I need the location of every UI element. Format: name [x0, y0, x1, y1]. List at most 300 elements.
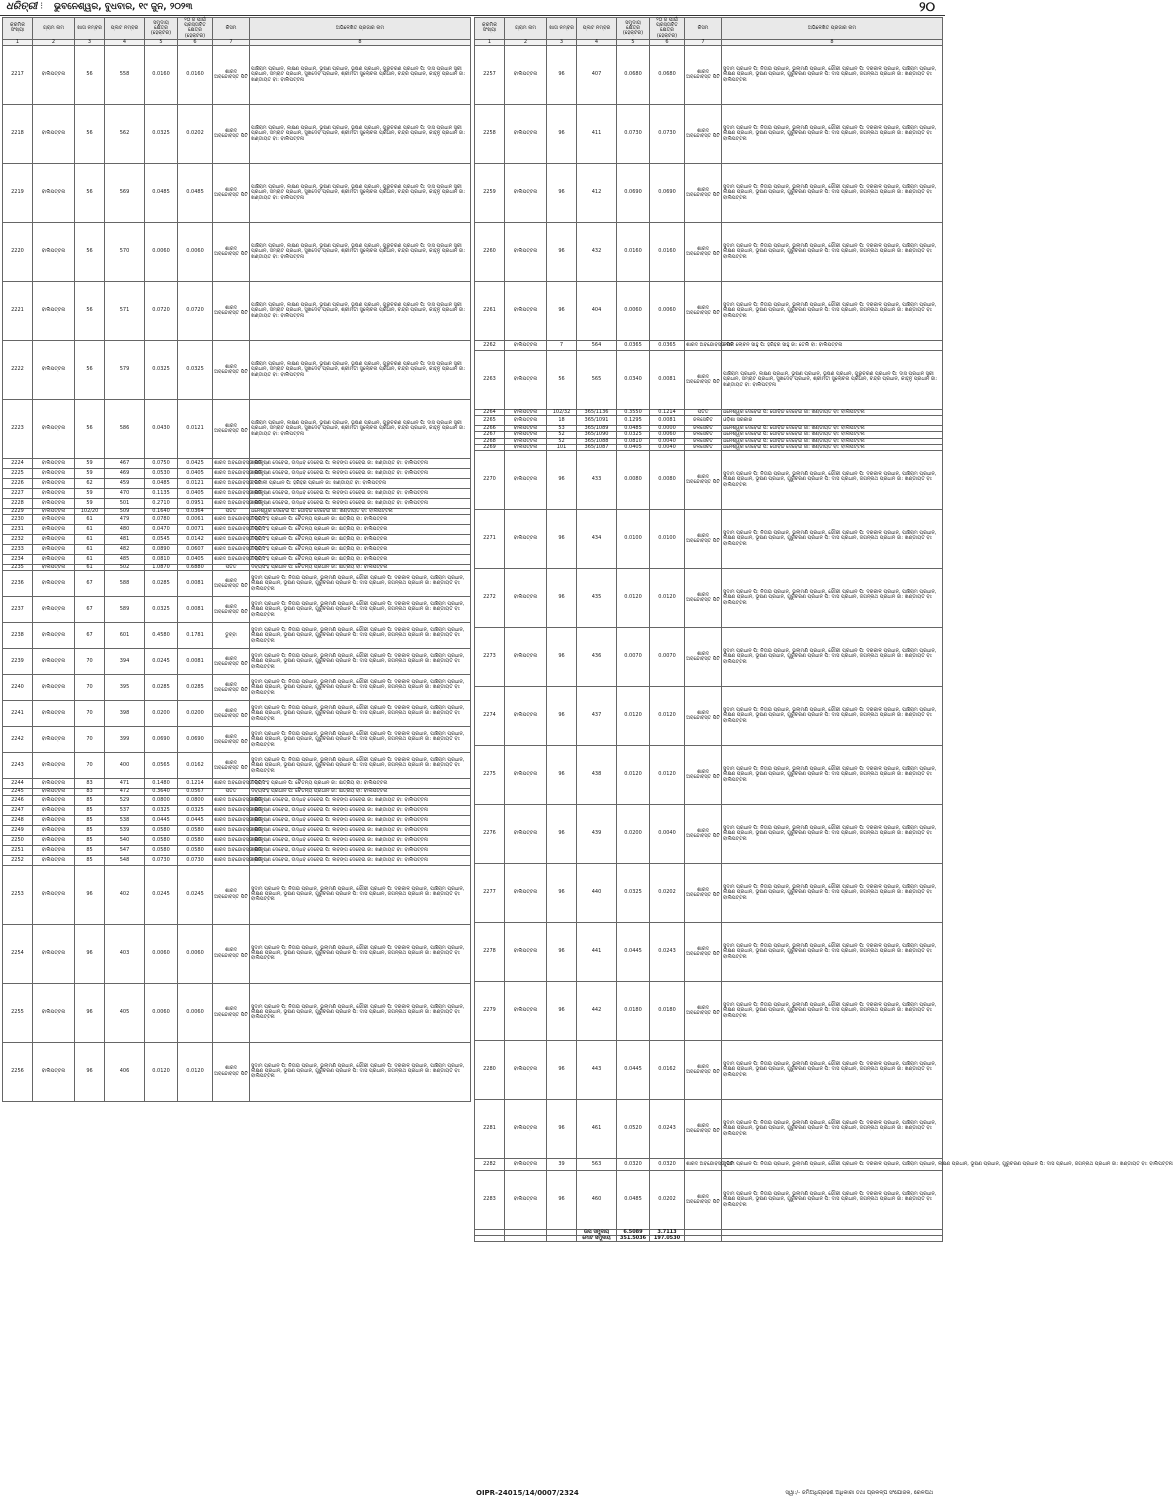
row-owner: ପାଞ୍ଚିରାମ ପ୍ରଧାନ, ଲକ୍ଷଣ ପ୍ରଧାନ, ଭୂଷଣ ପ୍ରଧାନ, ଭୂଷଣ ପ୍ରଧାନ, ଗୁରୁଚରଣ ପ୍ରଧାନ ପି: ଦାସ ପ୍ରଧାନ ସ୍ତ୍ରୀ ପ୍ରଧାନ, ସମ୍ରାଟ ପ୍ରଧାନ, ସୁଖଦେବ ପ୍ରଧାନ, ଶ୍ରୀମତୀ ସୁଲୋଚନା ପ୍ରଧାନ, ଚନ୍ଦ୍ର ପ୍ରଧାନ, କାହ୍ନୁ ପ୍ରଧାନ ଜା: ଖଣ୍ଡାୟତ ବା: ବାଲିପଟ୍ଟନା — [250, 400, 471, 459]
row-proposed: 0.0285 — [178, 675, 213, 701]
row-owner: ଶ୍ରୀକୃଷ୍ଣ ଦେବେଇ, ଉଦ୍ଧବ ଦେବେଇ ପି: ଲବଙ୍ଗ ଦେବେଇ ଜା: ଖଣ୍ଡାୟତ ବା: ବାଲିପଟ୍ଟନା — [250, 469, 471, 479]
row-proposed: 0.0425 — [178, 459, 213, 469]
row-serial: 2265 — [475, 416, 505, 426]
row-serial: 2280 — [475, 1041, 505, 1100]
row-kisam: ଶାରଦ ଅବନ୍ଦୋବସ୍ତ ପିଟି — [213, 515, 250, 525]
row-village: ବାଲିପଟ୍ଟନା — [33, 459, 75, 469]
row-khata: 96 — [547, 982, 577, 1041]
row-plot: 563 — [577, 1159, 617, 1171]
row-khata: 70 — [75, 727, 105, 753]
row-proposed: 0.0567 — [178, 789, 213, 795]
row-area: 0.1295 — [617, 416, 650, 426]
row-khata: 96 — [547, 451, 577, 510]
row-village: ବାଲିପଟ୍ଟନା — [33, 46, 75, 105]
row-owner: ସୁଦାମ ପ୍ରଧାନ ପି: ନିତାଇ ପ୍ରଧାନ, ଭୁଲାମଣି ପ୍ରଧାନ, ଗୌରୀ ପ୍ରଧାନ ପି: ଦରକାଳ ପ୍ରଧାନ, ପାଞ୍ଚିରାମ ପ୍ରଧାନ, ଲକ୍ଷଣ ପ୍ରଧାନ, ଭୂଷଣ ପ୍ରଧାନ, ଗୁରୁଚରଣ ପ୍ରଧାନ ପି: ଦାସ ପ୍ରଧାନ, ଜଗନ୍ନାଥ ପ୍ରଧାନ ଜା: ଖଣ୍ଡାୟତ ବା: ବାଲିପଟ୍ଟନା — [722, 282, 943, 341]
row-kisam: ଶାରଦ ଅବନ୍ଦୋବସ୍ତ ପିଟି — [213, 555, 250, 565]
row-village: ବାଲିପଟ୍ଟନା — [33, 489, 75, 499]
row-proposed: 0.0690 — [178, 727, 213, 753]
grand-total-area: 351.5036 — [617, 1236, 650, 1242]
table-row — [3, 545, 471, 555]
table-row — [3, 223, 471, 282]
col-number: 2 — [33, 39, 75, 45]
row-kisam: ଶାରଦ ଅବନ୍ଦୋବସ୍ତ ପିଟି — [213, 341, 250, 400]
row-khata: 56 — [75, 400, 105, 459]
row-proposed: 0.0070 — [650, 628, 685, 687]
col-number: 8 — [722, 39, 943, 45]
row-area: 0.0325 — [145, 597, 178, 623]
row-serial: 2282 — [475, 1159, 505, 1171]
row-kisam: ଶାରଦ ଅବନ୍ଦୋବସ୍ତ ପିଟି — [685, 982, 722, 1041]
table-row — [3, 525, 471, 535]
table-row — [3, 815, 471, 825]
row-area: 0.0160 — [617, 223, 650, 282]
table-row — [3, 675, 471, 701]
table-row — [475, 451, 943, 510]
header-kisam: କିସମ — [213, 18, 250, 40]
row-plot: 365/1087 — [577, 444, 617, 450]
row-kisam: ଶାରଦ ଅବନ୍ଦୋବସ୍ତ ପିଟି — [685, 687, 722, 746]
row-serial: 2222 — [3, 341, 33, 400]
row-khata: 56 — [75, 282, 105, 341]
table-row — [3, 825, 471, 835]
row-area: 0.0730 — [145, 855, 178, 865]
row-serial: 2252 — [3, 855, 33, 865]
row-plot: 404 — [577, 282, 617, 341]
row-khata: 56 — [75, 46, 105, 105]
row-khata: 85 — [75, 855, 105, 865]
row-serial: 2231 — [3, 525, 33, 535]
header-village: ଗ୍ରାମ ନାମ — [33, 18, 75, 40]
row-kisam: ଶାରଦ ଅବନ୍ଦୋବସ୍ତ ପିଟି — [213, 489, 250, 499]
row-kisam: ଶାରଦ ଅବନ୍ଦୋବସ୍ତ ପିଟି — [213, 675, 250, 701]
row-proposed: 0.0325 — [178, 341, 213, 400]
row-kisam: ଜଳସେଚିତ — [685, 426, 722, 432]
table-row — [3, 105, 471, 164]
row-proposed: 0.0081 — [178, 649, 213, 675]
row-village: ବାଲିପଟ୍ଟନା — [505, 1041, 547, 1100]
row-plot: 579 — [105, 341, 145, 400]
row-serial: 2267 — [475, 432, 505, 438]
row-area: 0.0485 — [617, 426, 650, 432]
row-proposed: 0.0580 — [178, 825, 213, 835]
row-owner: ଦିବ୍ୟସିଂହ ପ୍ରଧାନ ପି: ଚୈତନ୍ୟ ପ୍ରଧାନ ଜା: କ୍ଷତ୍ରିୟ ବା: ବାଲିପଟ୍ଟନା — [250, 525, 471, 535]
row-owner: ସୁଦାମ ପ୍ରଧାନ ପି: ନିତାଇ ପ୍ରଧାନ, ଭୁଲାମଣି ପ୍ରଧାନ, ଗୌରୀ ପ୍ରଧାନ ପି: ଦରକାଳ ପ୍ରଧାନ, ପାଞ୍ଚିରାମ ପ୍ରଧାନ, ଲକ୍ଷଣ ପ୍ରଧାନ, ଭୂଷଣ ପ୍ରଧାନ, ଗୁରୁଚରଣ ପ୍ରଧାନ ପି: ଦାସ ପ୍ରଧାନ, ଜଗନ୍ନାଥ ପ୍ରଧାନ ଜା: ଖଣ୍ଡାୟତ ବା: ବାଲିପଟ୍ଟନା — [722, 1159, 943, 1171]
row-owner: ସୁଦାମ ପ୍ରଧାନ ପି: ନିତାଇ ପ୍ରଧାନ, ଭୁଲାମଣି ପ୍ରଧାନ, ଗୌରୀ ପ୍ରଧାନ ପି: ଦରକାଳ ପ୍ରଧାନ, ପାଞ୍ଚିରାମ ପ୍ରଧାନ, ଲକ୍ଷଣ ପ୍ରଧାନ, ଭୂଷଣ ପ୍ରଧାନ, ଗୁରୁଚରଣ ପ୍ରଧାନ ପି: ଦାସ ପ୍ରଧାନ, ଜଗନ୍ନାଥ ପ୍ରଧାନ ଜା: ଖଣ୍ଡାୟତ ବା: ବାଲିପଟ୍ଟନା — [722, 864, 943, 923]
row-kisam: ଶାରଦ ଅବନ୍ଦୋବସ୍ତ ପିଟି — [213, 535, 250, 545]
row-village: ବାଲିପଟ୍ଟନା — [505, 410, 547, 416]
table-row — [3, 459, 471, 469]
row-serial: 2268 — [475, 438, 505, 444]
row-khata: 61 — [75, 545, 105, 555]
row-owner: କମଳ ଲୋଚନ ସାହୁ ପି: ହରିହର ସାହୁ ଜା: ତେଲି ବା: ବାଲିପଟ୍ଟନା — [722, 341, 943, 351]
row-area: 0.0580 — [145, 845, 178, 855]
row-kisam: ଜଳସେଚିତ — [685, 416, 722, 426]
row-owner: ପାଞ୍ଚିରାମ ପ୍ରଧାନ, ଲକ୍ଷଣ ପ୍ରଧାନ, ଭୂଷଣ ପ୍ରଧାନ, ଭୂଷଣ ପ୍ରଧାନ, ଗୁରୁଚରଣ ପ୍ରଧାନ ପି: ଦାସ ପ୍ରଧାନ ସ୍ତ୍ରୀ ପ୍ରଧାନ, ସମ୍ରାଟ ପ୍ରଧାନ, ସୁଖଦେବ ପ୍ରଧାନ, ଶ୍ରୀମତୀ ସୁଲୋଚନା ପ୍ରଧାନ, ଚନ୍ଦ୍ର ପ୍ରଧାନ, କାହ୍ନୁ ପ୍ରଧାନ ଜା: ଖଣ୍ଡାୟତ ବା: ବାଲିପଟ୍ଟନା — [250, 282, 471, 341]
table-row — [3, 1042, 471, 1101]
header-row — [475, 18, 943, 40]
row-proposed: 0.0060 — [178, 924, 213, 983]
row-village: ବାଲିପଟ୍ଟନା — [33, 1042, 75, 1101]
row-serial: 2241 — [3, 701, 33, 727]
table-row — [475, 569, 943, 628]
row-owner: ସୁଦାମ ପ୍ରଧାନ ପି: ନିତାଇ ପ୍ରଧାନ, ଭୁଲାମଣି ପ୍ରଧାନ, ଗୌରୀ ପ୍ରଧାନ ପି: ଦରକାଳ ପ୍ରଧାନ, ପାଞ୍ଚିରାମ ପ୍ରଧାନ, ଲକ୍ଷଣ ପ୍ରଧାନ, ଭୂଷଣ ପ୍ରଧାନ, ଗୁରୁଚରଣ ପ୍ରଧାନ ପି: ଦାସ ପ୍ରଧାନ, ଜଗନ୍ନାଥ ପ୍ରଧାନ ଜା: ଖଣ୍ଡାୟତ ବା: ବାଲିପଟ୍ଟନା — [722, 1100, 943, 1159]
row-area: 0.0120 — [145, 1042, 178, 1101]
table-row — [3, 649, 471, 675]
row-proposed: 0.0680 — [650, 46, 685, 105]
row-khata: 56 — [75, 164, 105, 223]
header-kisam: କିସମ — [685, 18, 722, 40]
row-owner: ସୁଦାମ ପ୍ରଧାନ ପି: ନିତାଇ ପ୍ରଧାନ, ଭୁଲାମଣି ପ୍ରଧାନ, ଗୌରୀ ପ୍ରଧାନ ପି: ଦରକାଳ ପ୍ରଧାନ, ପାଞ୍ଚିରାମ ପ୍ରଧାନ, ଲକ୍ଷଣ ପ୍ରଧାନ, ଭୂଷଣ ପ୍ରଧାନ, ଗୁରୁଚରଣ ପ୍ରଧାନ ପି: ଦାସ ପ୍ରଧାନ, ଜଗନ୍ନାଥ ପ୍ରଧାନ ଜା: ଖଣ୍ଡାୟତ ବା: ବାଲିପଟ୍ଟନା — [250, 571, 471, 597]
table-row — [475, 282, 943, 341]
row-plot: 403 — [105, 924, 145, 983]
row-village: ବାଲିପଟ୍ଟନା — [33, 499, 75, 509]
row-kisam: ଶାରଦ ଅବନ୍ଦୋବସ୍ତ ପିଟି — [213, 865, 250, 924]
header-plot: ପ୍ଲଟ ନମ୍ବର — [105, 18, 145, 40]
row-serial: 2243 — [3, 753, 33, 779]
row-plot: 601 — [105, 623, 145, 649]
header-plot: ପ୍ଲଟ ନମ୍ବର — [577, 18, 617, 40]
row-plot: 558 — [105, 46, 145, 105]
row-owner: ସୁଦାମ ପ୍ରଧାନ ପି: ନିତାଇ ପ୍ରଧାନ, ଭୁଲାମଣି ପ୍ରଧାନ, ଗୌରୀ ପ୍ରଧାନ ପି: ଦରକାଳ ପ୍ରଧାନ, ପାଞ୍ଚିରାମ ପ୍ରଧାନ, ଲକ୍ଷଣ ପ୍ରଧାନ, ଭୂଷଣ ପ୍ରଧାନ, ଗୁରୁଚରଣ ପ୍ରଧାନ ପି: ଦାସ ପ୍ରଧାନ, ଜଗନ୍ନାଥ ପ୍ରଧାନ ଜା: ଖଣ୍ଡାୟତ ବା: ବାଲିପଟ୍ଟନା — [250, 1042, 471, 1101]
row-plot: 411 — [577, 105, 617, 164]
row-proposed: 0.0245 — [178, 865, 213, 924]
row-kisam: ଶାରଦ ଅବନ୍ଦୋବସ୍ତ ପିଟି — [685, 1159, 722, 1171]
row-owner: ଶ୍ରୀକୃଷ୍ଣ ଦେବେଇ, ଉଦ୍ଧବ ଦେବେଇ ପି: ଲବଙ୍ଗ ଦେବେଇ ଜା: ଖଣ୍ଡାୟତ ବା: ବାଲିପଟ୍ଟନା — [250, 825, 471, 835]
row-owner: ଶ୍ରୀକୃଷ୍ଣ ଦେବେଇ, ଉଦ୍ଧବ ଦେବେଇ ପି: ଲବଙ୍ଗ ଦେବେଇ ଜା: ଖଣ୍ଡାୟତ ବା: ବାଲିପଟ୍ଟନା — [250, 845, 471, 855]
row-plot: 399 — [105, 727, 145, 753]
row-owner: ସୁଦାମ ପ୍ରଧାନ ପି: ନିତାଇ ପ୍ରଧାନ, ଭୁଲାମଣି ପ୍ରଧାନ, ଗୌରୀ ପ୍ରଧାନ ପି: ଦରକାଳ ପ୍ରଧାନ, ପାଞ୍ଚିରାମ ପ୍ରଧାନ, ଲକ୍ଷଣ ପ୍ରଧାନ, ଭୂଷଣ ପ୍ରଧାନ, ଗୁରୁଚରଣ ପ୍ରଧାନ ପି: ଦାସ ପ୍ରଧାନ, ଜଗନ୍ନାଥ ପ୍ରଧାନ ଜା: ଖଣ୍ଡାୟତ ବା: ବାଲିପଟ୍ଟନା — [722, 569, 943, 628]
row-area: 0.0100 — [617, 510, 650, 569]
row-kisam: ଶାରଦ ଅବନ୍ଦୋବସ୍ତ ପିଟି — [685, 1041, 722, 1100]
row-proposed: 0.0243 — [650, 923, 685, 982]
row-plot: 471 — [105, 779, 145, 789]
row-plot: 539 — [105, 825, 145, 835]
row-serial: 2273 — [475, 628, 505, 687]
table-row — [475, 105, 943, 164]
row-proposed: 0.0364 — [178, 509, 213, 515]
row-area: 0.0810 — [617, 438, 650, 444]
row-kisam: ଶାରଦ ଅବନ୍ଦୋବସ୍ତ ପିଟି — [685, 746, 722, 805]
row-proposed: 0.0320 — [650, 1159, 685, 1171]
row-village: ବାଲିପଟ୍ଟନା — [505, 164, 547, 223]
row-kisam: ଶାରଦ ଅବନ୍ଦୋବସ୍ତ ପିଟି — [213, 400, 250, 459]
row-village: ବାଲିପଟ୍ଟନା — [505, 982, 547, 1041]
row-proposed: 0.0325 — [178, 805, 213, 815]
row-area: 0.0405 — [617, 444, 650, 450]
row-serial: 2242 — [3, 727, 33, 753]
row-village: ବାଲିପଟ୍ଟନା — [505, 438, 547, 444]
row-owner: ସୁଦାମ ପ୍ରଧାନ ପି: ନିତାଇ ପ୍ରଧାନ, ଭୁଲାମଣି ପ୍ରଧାନ, ଗୌରୀ ପ୍ରଧାନ ପି: ଦରକାଳ ପ୍ରଧାନ, ପାଞ୍ଚିରାମ ପ୍ରଧାନ, ଲକ୍ଷଣ ପ୍ରଧାନ, ଭୂଷଣ ପ୍ରଧାନ, ଗୁରୁଚରଣ ପ୍ରଧାନ ପି: ଦାସ ପ୍ରଧାନ, ଜଗନ୍ନାଥ ପ୍ରଧାନ ଜା: ଖଣ୍ଡାୟତ ବା: ବାଲିପଟ୍ଟନା — [722, 746, 943, 805]
row-owner: ସୁଦାମ ପ୍ରଧାନ ପି: ନିତାଇ ପ୍ରଧାନ, ଭୁଲାମଣି ପ୍ରଧାନ, ଗୌରୀ ପ୍ରଧାନ ପି: ଦରକାଳ ପ୍ରଧାନ, ପାଞ୍ଚିରାମ ପ୍ରଧାନ, ଲକ୍ଷଣ ପ୍ରଧାନ, ଭୂଷଣ ପ୍ରଧାନ, ଗୁରୁଚରଣ ପ୍ରଧାନ ପି: ଦାସ ପ୍ରଧାନ, ଜଗନ୍ନାଥ ପ୍ରଧାନ ଜା: ଖଣ୍ଡାୟତ ବା: ବାଲିପଟ୍ଟନା — [250, 649, 471, 675]
row-kisam: ଶାରଦ ଅବନ୍ଦୋବସ୍ତ ପିଟି — [685, 223, 722, 282]
table-row — [3, 499, 471, 509]
table-row — [3, 795, 471, 805]
row-serial: 2278 — [475, 923, 505, 982]
row-village: ବାଲିପଟ୍ଟନା — [33, 924, 75, 983]
row-area: 0.0520 — [617, 1100, 650, 1159]
row-plot: 588 — [105, 571, 145, 597]
row-serial: 2235 — [3, 565, 33, 571]
row-proposed: 0.0040 — [650, 805, 685, 864]
row-kisam: ଶାରଦ ଅବନ୍ଦୋବସ୍ତ ପିଟି — [213, 459, 250, 469]
row-owner: ବନମାଳୀ ପ୍ରଧାନ ପି: ହରିହର ପ୍ରଧାନ ଜା: ଖଣ୍ଡାୟତ ବା: ବାଲିପଟ୍ଟନା — [250, 479, 471, 489]
row-village: ବାଲିପଟ୍ଟନା — [505, 628, 547, 687]
row-plot: 562 — [105, 105, 145, 164]
table-row — [3, 865, 471, 924]
row-serial: 2255 — [3, 983, 33, 1042]
row-plot: 433 — [577, 451, 617, 510]
table-row — [3, 489, 471, 499]
row-village: ବାଲିପଟ୍ଟନା — [33, 164, 75, 223]
row-village: ବାଲିପଟ୍ଟନା — [33, 479, 75, 489]
row-proposed: 0.0040 — [650, 438, 685, 444]
row-serial: 2224 — [3, 459, 33, 469]
row-khata: 67 — [75, 571, 105, 597]
row-khata: 96 — [547, 805, 577, 864]
row-plot: 485 — [105, 555, 145, 565]
row-area: 0.0485 — [145, 164, 178, 223]
right-column — [474, 17, 1173, 1488]
row-area: 0.0810 — [145, 555, 178, 565]
row-owner: ଓଡ଼ିଶା ସରକାର — [722, 416, 943, 426]
row-owner: ସୁଦାମ ପ୍ରଧାନ ପି: ନିତାଇ ପ୍ରଧାନ, ଭୁଲାମଣି ପ୍ରଧାନ, ଗୌରୀ ପ୍ରଧାନ ପି: ଦରକାଳ ପ୍ରଧାନ, ପାଞ୍ଚିରାମ ପ୍ରଧାନ, ଲକ୍ଷଣ ପ୍ରଧାନ, ଭୂଷଣ ପ୍ରଧାନ, ଗୁରୁଚରଣ ପ୍ରଧାନ ପି: ଦାସ ପ୍ରଧାନ, ଜଗନ୍ନାଥ ପ୍ରଧାନ ଜା: ଖଣ୍ଡାୟତ ବା: ବାଲିପଟ୍ଟନା — [722, 923, 943, 982]
table-row — [3, 515, 471, 525]
row-khata: 18 — [547, 416, 577, 426]
row-proposed: 0.0243 — [650, 1100, 685, 1159]
row-kisam: ଶାରଦ ଅବନ୍ଦୋବସ୍ତ ପିଟି — [213, 727, 250, 753]
row-serial: 2238 — [3, 623, 33, 649]
signature-line: ସ୍ୱା:/- ଜମିଅଧିଗ୍ରହଣ ଅଧିକାରୀ ତଥା ପ୍ରକଳ୍ପ ସଂଯୋଜକ, ରେଳପଥ — [785, 1490, 933, 1496]
row-owner: ଶ୍ରୀକୃଷ୍ଣ ଦେବେଇ, ଉଦ୍ଧବ ଦେବେଇ ପି: ଲବଙ୍ଗ ଦେବେଇ ଜା: ଖଣ୍ଡାୟତ ବା: ବାଲିପଟ୍ଟନା — [250, 499, 471, 509]
row-owner: ସୁଦାମ ପ୍ରଧାନ ପି: ନିତାଇ ପ୍ରଧାନ, ଭୁଲାମଣି ପ୍ରଧାନ, ଗୌରୀ ପ୍ରଧାନ ପି: ଦରକାଳ ପ୍ରଧାନ, ପାଞ୍ଚିରାମ ପ୍ରଧାନ, ଲକ୍ଷଣ ପ୍ରଧାନ, ଭୂଷଣ ପ୍ରଧାନ, ଗୁରୁଚରଣ ପ୍ରଧାନ ପି: ଦାସ ପ୍ରଧାନ, ଜଗନ୍ନାଥ ପ୍ରଧାନ ଜା: ଖଣ୍ଡାୟତ ବା: ବାଲିପଟ୍ଟନା — [250, 701, 471, 727]
row-khata: 70 — [75, 753, 105, 779]
row-proposed: 0.0061 — [178, 515, 213, 525]
row-proposed: 0.0081 — [650, 416, 685, 426]
row-serial: 2283 — [475, 1171, 505, 1230]
row-area: 0.0120 — [617, 746, 650, 805]
table-row — [475, 687, 943, 746]
row-area: 0.0160 — [145, 46, 178, 105]
row-village: ବାଲିପଟ୍ଟନା — [505, 1100, 547, 1159]
row-proposed: 0.0040 — [650, 444, 685, 450]
row-area: 0.0060 — [145, 924, 178, 983]
row-kisam: ପତିତ — [213, 565, 250, 571]
row-plot: 509 — [105, 509, 145, 515]
table-row — [3, 701, 471, 727]
row-area: 0.0200 — [145, 701, 178, 727]
row-village: ବାଲିପଟ୍ଟନା — [33, 789, 75, 795]
header-area: ସମୁଦାୟ କ୍ଷେତ୍ର (ହେକ୍ଟର) — [617, 18, 650, 40]
row-kisam: ଶାରଦ ଅବନ୍ଦୋବସ୍ତ ପିଟି — [213, 649, 250, 675]
row-owner: ସୁଦାମ ପ୍ରଧାନ ପି: ନିତାଇ ପ୍ରଧାନ, ଭୁଲାମଣି ପ୍ରଧାନ, ଗୌରୀ ପ୍ରଧାନ ପି: ଦରକାଳ ପ୍ରଧାନ, ପାଞ୍ଚିରାମ ପ୍ରଧାନ, ଲକ୍ଷଣ ପ୍ରଧାନ, ଭୂଷଣ ପ୍ରଧାନ, ଗୁରୁଚରଣ ପ୍ରଧାନ ପି: ଦାସ ପ୍ରଧାନ, ଜଗନ୍ନାଥ ପ୍ରଧାନ ଜା: ଖଣ୍ଡାୟତ ବା: ବାଲିପଟ୍ଟନା — [250, 983, 471, 1042]
row-area: 0.0750 — [145, 459, 178, 469]
row-kisam: ଶାରଦ ଅବନ୍ଦୋବସ୍ତ ପିଟି — [685, 341, 722, 351]
row-kisam: ଶାରଦ ଅବନ୍ଦୋବସ୍ତ ପିଟି — [213, 855, 250, 865]
table-row — [3, 753, 471, 779]
row-khata: 96 — [547, 628, 577, 687]
row-area: 0.0060 — [617, 282, 650, 341]
row-area: 0.0890 — [145, 545, 178, 555]
col-number: 1 — [3, 39, 33, 45]
row-proposed: 0.0580 — [178, 835, 213, 845]
row-serial: 2218 — [3, 105, 33, 164]
table-row — [475, 1041, 943, 1100]
col-number: 6 — [650, 39, 685, 45]
table-row — [3, 469, 471, 479]
row-area: 0.0080 — [617, 451, 650, 510]
row-village: ବାଲିପଟ୍ଟନା — [505, 432, 547, 438]
table-row — [3, 400, 471, 459]
row-khata: 96 — [75, 983, 105, 1042]
row-village: ବାଲିପଟ୍ଟନା — [33, 525, 75, 535]
row-plot: 565 — [577, 351, 617, 410]
row-kisam: ପତିତ — [685, 410, 722, 416]
table-row — [475, 351, 943, 410]
row-plot: 436 — [577, 628, 617, 687]
row-village: ବାଲିପଟ୍ଟନା — [505, 416, 547, 426]
row-kisam: ଶାରଦ ଅବନ୍ଦୋବସ୍ତ ପିଟି — [213, 164, 250, 223]
row-kisam: ଶାରଦ ଅବନ୍ଦୋବସ୍ତ ପିଟି — [213, 805, 250, 815]
row-area: 0.0580 — [145, 825, 178, 835]
row-plot: 482 — [105, 545, 145, 555]
row-area: 0.0285 — [145, 571, 178, 597]
subtotal-label: ଉପ ସମୁଦାୟ — [577, 1230, 617, 1236]
col-number: 2 — [505, 39, 547, 45]
row-owner: ଧନେଶ୍ୱର ଦେବେଇ ପି: ଗୋବିନ୍ଦ ଦେବେଇ ଜା: ଖଣ୍ଡାୟତ ବା: ବାଲିପଟ୍ଟନା — [722, 444, 943, 450]
row-proposed: 0.0180 — [650, 982, 685, 1041]
row-proposed: 0.0000 — [650, 426, 685, 432]
row-village: ବାଲିପଟ୍ଟନା — [505, 746, 547, 805]
table-row — [3, 282, 471, 341]
row-proposed: 0.0081 — [178, 571, 213, 597]
row-area: 0.0320 — [617, 1159, 650, 1171]
row-kisam: ଶାରଦ ଅବନ୍ଦୋବସ୍ତ ପିଟି — [685, 46, 722, 105]
row-plot: 441 — [577, 923, 617, 982]
row-serial: 2244 — [3, 779, 33, 789]
left-column — [2, 17, 471, 1488]
row-village: ବାଲିପଟ୍ଟନା — [505, 341, 547, 351]
row-proposed: 0.0060 — [650, 282, 685, 341]
row-area: 0.0340 — [617, 351, 650, 410]
row-plot: 407 — [577, 46, 617, 105]
table-row — [475, 1159, 943, 1171]
table-row — [475, 1100, 943, 1159]
col-number: 5 — [145, 39, 178, 45]
row-proposed: 0.0445 — [178, 815, 213, 825]
row-khata: 96 — [547, 1100, 577, 1159]
table-row — [3, 535, 471, 545]
row-serial: 2271 — [475, 510, 505, 569]
table-row — [475, 805, 943, 864]
row-serial: 2264 — [475, 410, 505, 416]
row-owner: ସୁଦାମ ପ୍ରଧାନ ପି: ନିତାଇ ପ୍ରଧାନ, ଭୁଲାମଣି ପ୍ରଧାନ, ଗୌରୀ ପ୍ରଧାନ ପି: ଦରକାଳ ପ୍ରଧାନ, ପାଞ୍ଚିରାମ ପ୍ରଧାନ, ଲକ୍ଷଣ ପ୍ରଧାନ, ଭୂଷଣ ପ୍ରଧାନ, ଗୁରୁଚରଣ ପ୍ରଧାନ ପି: ଦାସ ପ୍ରଧାନ, ଜଗନ୍ନାଥ ପ୍ରଧାନ ଜା: ଖଣ୍ଡାୟତ ବା: ବାଲିପଟ୍ଟନା — [722, 687, 943, 746]
row-village: ବାଲିପଟ୍ଟନା — [505, 805, 547, 864]
row-proposed: 0.0080 — [650, 451, 685, 510]
row-serial: 2232 — [3, 535, 33, 545]
row-plot: 480 — [105, 525, 145, 535]
col-number: 1 — [475, 39, 505, 45]
row-serial: 2240 — [3, 675, 33, 701]
subtotal-proposed: 3.7113 — [650, 1230, 685, 1236]
row-owner: ଦିବ୍ୟସିଂହ ପ୍ରଧାନ ପି: ଚୈତନ୍ୟ ପ୍ରଧାନ ଜା: କ୍ଷତ୍ରିୟ ବା: ବାଲିପଟ୍ଟନା — [250, 789, 471, 795]
row-area: 0.0485 — [145, 479, 178, 489]
row-proposed: 0.0202 — [650, 864, 685, 923]
row-serial: 2250 — [3, 835, 33, 845]
row-owner: ଶ୍ରୀକୃଷ୍ଣ ଦେବେଇ, ଉଦ୍ଧବ ଦେବେଇ ପି: ଲବଙ୍ଗ ଦେବେଇ ଜା: ଖଣ୍ଡାୟତ ବା: ବାଲିପଟ୍ଟନା — [250, 835, 471, 845]
row-serial: 2259 — [475, 164, 505, 223]
row-area: 0.2710 — [145, 499, 178, 509]
table-row — [3, 727, 471, 753]
row-khata: 96 — [547, 105, 577, 164]
row-area: 0.0445 — [617, 1041, 650, 1100]
table-row — [3, 845, 471, 855]
row-area: 0.0470 — [145, 525, 178, 535]
row-khata: 96 — [547, 864, 577, 923]
row-plot: 481 — [105, 535, 145, 545]
row-owner: ସୁଦାମ ପ୍ରଧାନ ପି: ନିତାଇ ପ୍ରଧାନ, ଭୁଲାମଣି ପ୍ରଧାନ, ଗୌରୀ ପ୍ରଧାନ ପି: ଦରକାଳ ପ୍ରଧାନ, ପାଞ୍ଚିରାମ ପ୍ରଧାନ, ଲକ୍ଷଣ ପ୍ରଧାନ, ଭୂଷଣ ପ୍ରଧାନ, ଗୁରୁଚରଣ ପ୍ରଧାନ ପି: ଦାସ ପ୍ରଧାନ, ଜଗନ୍ନାଥ ପ୍ରଧାନ ଜା: ଖଣ୍ଡାୟତ ବା: ବାଲିପଟ୍ଟନା — [250, 865, 471, 924]
row-village: ବାଲିପଟ୍ଟନା — [33, 701, 75, 727]
subtotal-area: 6.5089 — [617, 1230, 650, 1236]
row-village: ବାଲିପଟ୍ଟନା — [33, 795, 75, 805]
row-plot: 406 — [105, 1042, 145, 1101]
row-owner: ସୁଦାମ ପ୍ରଧାନ ପି: ନିତାଇ ପ୍ରଧାନ, ଭୁଲାମଣି ପ୍ରଧାନ, ଗୌରୀ ପ୍ରଧାନ ପି: ଦରକାଳ ପ୍ରଧାନ, ପାଞ୍ଚିରାମ ପ୍ରଧାନ, ଲକ୍ଷଣ ପ୍ରଧାନ, ଭୂଷଣ ପ୍ରଧାନ, ଗୁରୁଚରଣ ପ୍ରଧାନ ପି: ଦାସ ପ୍ରଧାନ, ଜଗନ୍ନାଥ ପ୍ରଧାନ ଜା: ଖଣ୍ଡାୟତ ବା: ବାଲିପଟ୍ଟନା — [722, 1171, 943, 1230]
row-proposed: 0.0121 — [178, 400, 213, 459]
row-area: 0.0180 — [617, 982, 650, 1041]
row-village: ବାଲିପଟ୍ଟନା — [33, 865, 75, 924]
row-khata: 61 — [75, 555, 105, 565]
table-row — [3, 479, 471, 489]
table-row — [3, 779, 471, 789]
row-plot: 394 — [105, 649, 145, 675]
header-owner: ଅଭିଳେଖିତ ପ୍ରଜାର ନାମ — [250, 18, 471, 40]
header-khata: ଖାତା ନମ୍ବର — [75, 18, 105, 40]
masthead — [0, 0, 945, 16]
row-khata: 96 — [75, 865, 105, 924]
row-owner: ଦିବ୍ୟସିଂହ ପ୍ରଧାନ ପି: ଚୈତନ୍ୟ ପ୍ରଧାନ ଜା: କ୍ଷତ୍ରିୟ ବା: ବାଲିପଟ୍ଟନା — [250, 565, 471, 571]
row-plot: 365/1089 — [577, 426, 617, 432]
row-serial: 2247 — [3, 805, 33, 815]
row-owner: ସୁଦାମ ପ୍ରଧାନ ପି: ନିତାଇ ପ୍ରଧାନ, ଭୁଲାମଣି ପ୍ରଧାନ, ଗୌରୀ ପ୍ରଧାନ ପି: ଦରକାଳ ପ୍ରଧାନ, ପାଞ୍ଚିରାମ ପ୍ରଧାନ, ଲକ୍ଷଣ ପ୍ରଧାନ, ଭୂଷଣ ପ୍ରଧାନ, ଗୁରୁଚରଣ ପ୍ରଧାନ ପି: ଦାସ ପ୍ରଧାନ, ଜଗନ୍ନାଥ ପ୍ରଧାନ ଜା: ଖଣ୍ଡାୟତ ବା: ବାଲିପଟ୍ଟନା — [250, 623, 471, 649]
row-proposed: 0.0071 — [178, 525, 213, 535]
row-owner: ଦିବ୍ୟସିଂହ ପ୍ରଧାନ ପି: ଚୈତନ୍ୟ ପ୍ରଧାନ ଜା: କ୍ଷତ୍ରିୟ ବା: ବାଲିପଟ୍ଟନା — [250, 515, 471, 525]
right-table — [474, 17, 1173, 1242]
row-proposed: 0.1781 — [178, 623, 213, 649]
row-khata: 61 — [75, 525, 105, 535]
row-plot: 586 — [105, 400, 145, 459]
row-area: 0.1480 — [145, 779, 178, 789]
row-kisam: ଶାରଦ ଅବନ୍ଦୋବସ୍ତ ପିଟି — [213, 545, 250, 555]
row-proposed: 0.0160 — [178, 46, 213, 105]
row-serial: 2219 — [3, 164, 33, 223]
row-khata: 59 — [75, 489, 105, 499]
row-area: 0.0530 — [145, 469, 178, 479]
row-plot: 529 — [105, 795, 145, 805]
row-kisam: ଶାରଦ ଅବନ୍ଦୋବସ୍ତ ପିଟି — [213, 223, 250, 282]
row-kisam: ଶାରଦ ଅବନ୍ଦୋବସ୍ତ ପିଟି — [213, 469, 250, 479]
row-owner: ଦିବ୍ୟସିଂହ ପ୍ରଧାନ ପି: ଚୈତନ୍ୟ ପ୍ରଧାନ ଜା: କ୍ଷତ୍ରିୟ ବା: ବାଲିପଟ୍ଟନା — [250, 779, 471, 789]
row-plot: 548 — [105, 855, 145, 865]
header-row — [3, 18, 471, 40]
publication-name: ଧରିତ୍ରୀ — [6, 1, 38, 12]
row-area: 0.0060 — [145, 983, 178, 1042]
row-khata: 59 — [75, 459, 105, 469]
row-serial: 2233 — [3, 545, 33, 555]
row-kisam: ଶାରଦ ଅବନ୍ଦୋବସ୍ତ ପିଟି — [213, 795, 250, 805]
row-proposed: 0.0730 — [650, 105, 685, 164]
header-khata: ଖାତା ନମ୍ବର — [547, 18, 577, 40]
row-area: 0.0690 — [145, 727, 178, 753]
table-row — [3, 571, 471, 597]
